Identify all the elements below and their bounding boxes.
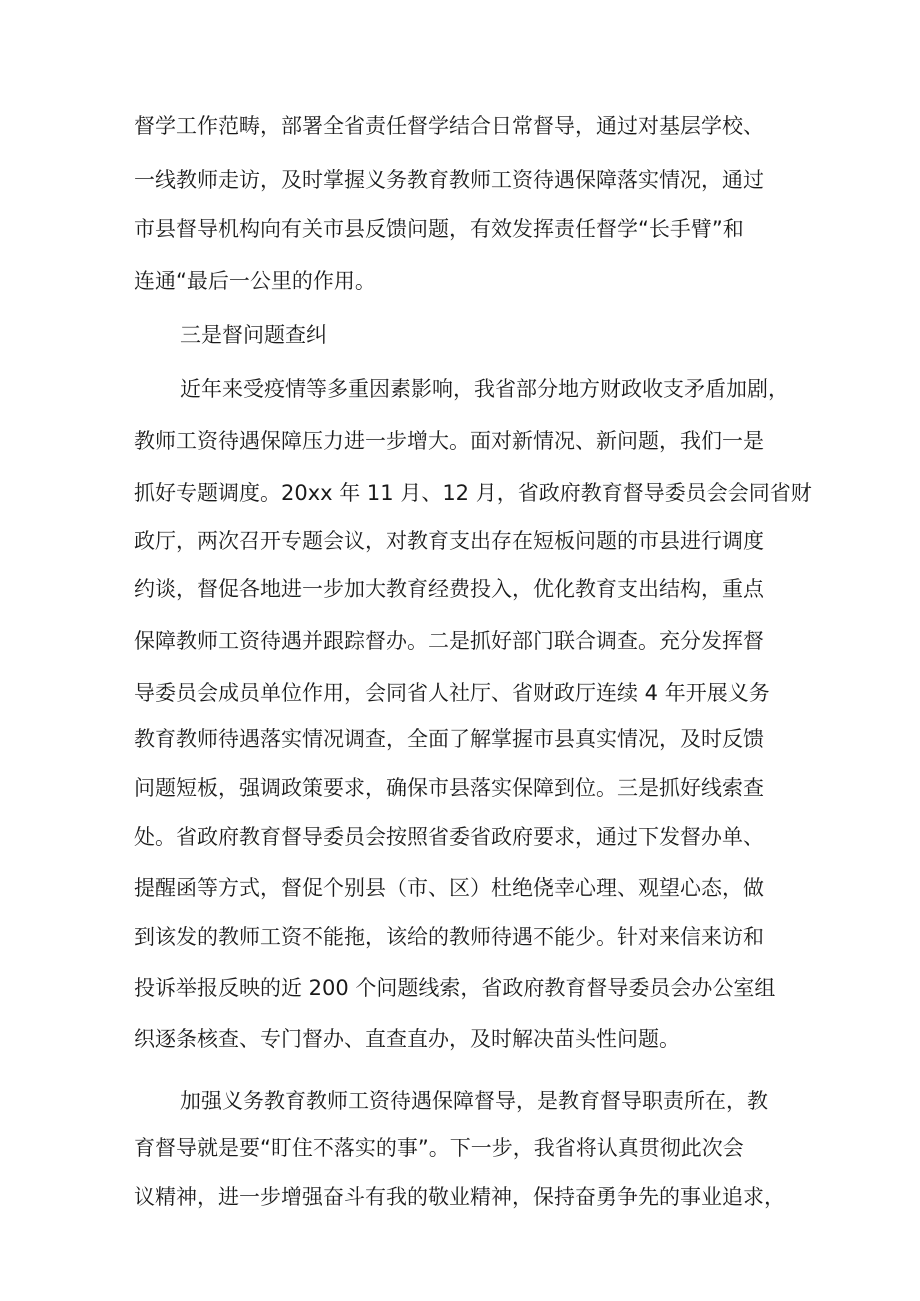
- text-line: [0, 1180, 920, 1214]
- text-line: [0, 212, 920, 246]
- text-line: [0, 971, 920, 1005]
- text-line: [0, 1131, 920, 1165]
- text-line-content: 提醒函等方式，督促个别县（市、区）杜绝侥幸心理、观望心态，做: [134, 876, 764, 900]
- text-line-content: 投诉举报反映的近 200 个问题线索，省政府教育督导委员会办公室组: [134, 976, 776, 1000]
- text-line: [0, 163, 920, 197]
- text-line: [0, 476, 920, 510]
- text-line: [0, 424, 920, 458]
- text-line-content: 加强义务教育教师工资待遇保障督导，是教育督导职责所在，教: [180, 1089, 768, 1113]
- text-line-content: 保障教师工资待遇并跟踪督办。二是抓好部门联合调查。充分发挥督: [134, 629, 764, 653]
- text-line: [0, 264, 920, 298]
- text-line-content: 近年来受疫情等多重因素影响，我省部分地方财政收支矛盾加剧，: [180, 377, 789, 401]
- text-line-content: 问题短板，强调政策要求，确保市县落实保障到位。三是抓好线索查: [134, 776, 764, 800]
- text-line-content: 督学工作范畴，部署全省责任督学结合日常督导，通过对基层学校、: [134, 114, 764, 138]
- section-heading-text: 三是督问题查纠: [180, 323, 327, 347]
- text-line-content: 教师工资待遇保障压力进一步增大。面对新情况、新问题，我们一是: [134, 429, 764, 453]
- text-line: [0, 1084, 920, 1118]
- text-line: [0, 572, 920, 606]
- text-line: [0, 676, 920, 710]
- text-line-content: 教育教师待遇落实情况调查，全面了解掌握市县真实情况，及时反馈: [134, 727, 764, 751]
- text-line-content: 约谈，督促各地进一步加大教育经费投入，优化教育支出结构，重点: [134, 577, 764, 601]
- text-line-content: 育督导就是要“盯住不落实的事”。下一步，我省将认真贯彻此次会: [134, 1136, 744, 1160]
- text-line-content: 到该发的教师工资不能拖，该给的教师待遇不能少。针对来信来访和: [134, 925, 764, 949]
- text-line-content: 导委员会成员单位作用，会同省人社厅、省财政厅连续 4 年开展义务: [134, 681, 770, 705]
- text-line-content: 议精神，进一步增强奋斗有我的敬业精神，保持奋勇争先的事业追求，: [134, 1185, 785, 1209]
- text-line-content: 连通“最后一公里的作用。: [134, 269, 376, 293]
- text-line: [0, 109, 920, 143]
- text-line-content: 抓好专题调度。20xx 年 11 月、12 月，省政府教育督导委员会会同省财: [134, 481, 812, 505]
- text-line: [0, 771, 920, 805]
- text-line-content: 市县督导机构向有关市县反馈问题，有效发挥责任督学“长手臂”和: [134, 217, 744, 241]
- text-line-content: 一线教师走访，及时掌握义务教育教师工资待遇保障落实情况，通过: [134, 168, 764, 192]
- text-line: [0, 1022, 920, 1056]
- text-line-content: 织逐条核查、专门督办、直查直办，及时解决苗头性问题。: [134, 1027, 680, 1051]
- text-line: [0, 624, 920, 658]
- text-line: [0, 820, 920, 854]
- text-line: [0, 524, 920, 558]
- text-line: [0, 920, 920, 954]
- text-line-content: 政厅，两次召开专题会议，对教育支出存在短板问题的市县进行调度: [134, 529, 764, 553]
- text-line: [0, 372, 920, 406]
- text-line: [0, 722, 920, 756]
- section-heading: [0, 318, 920, 352]
- text-line: [0, 871, 920, 905]
- text-line-content: 处。省政府教育督导委员会按照省委省政府要求，通过下发督办单、: [134, 825, 764, 849]
